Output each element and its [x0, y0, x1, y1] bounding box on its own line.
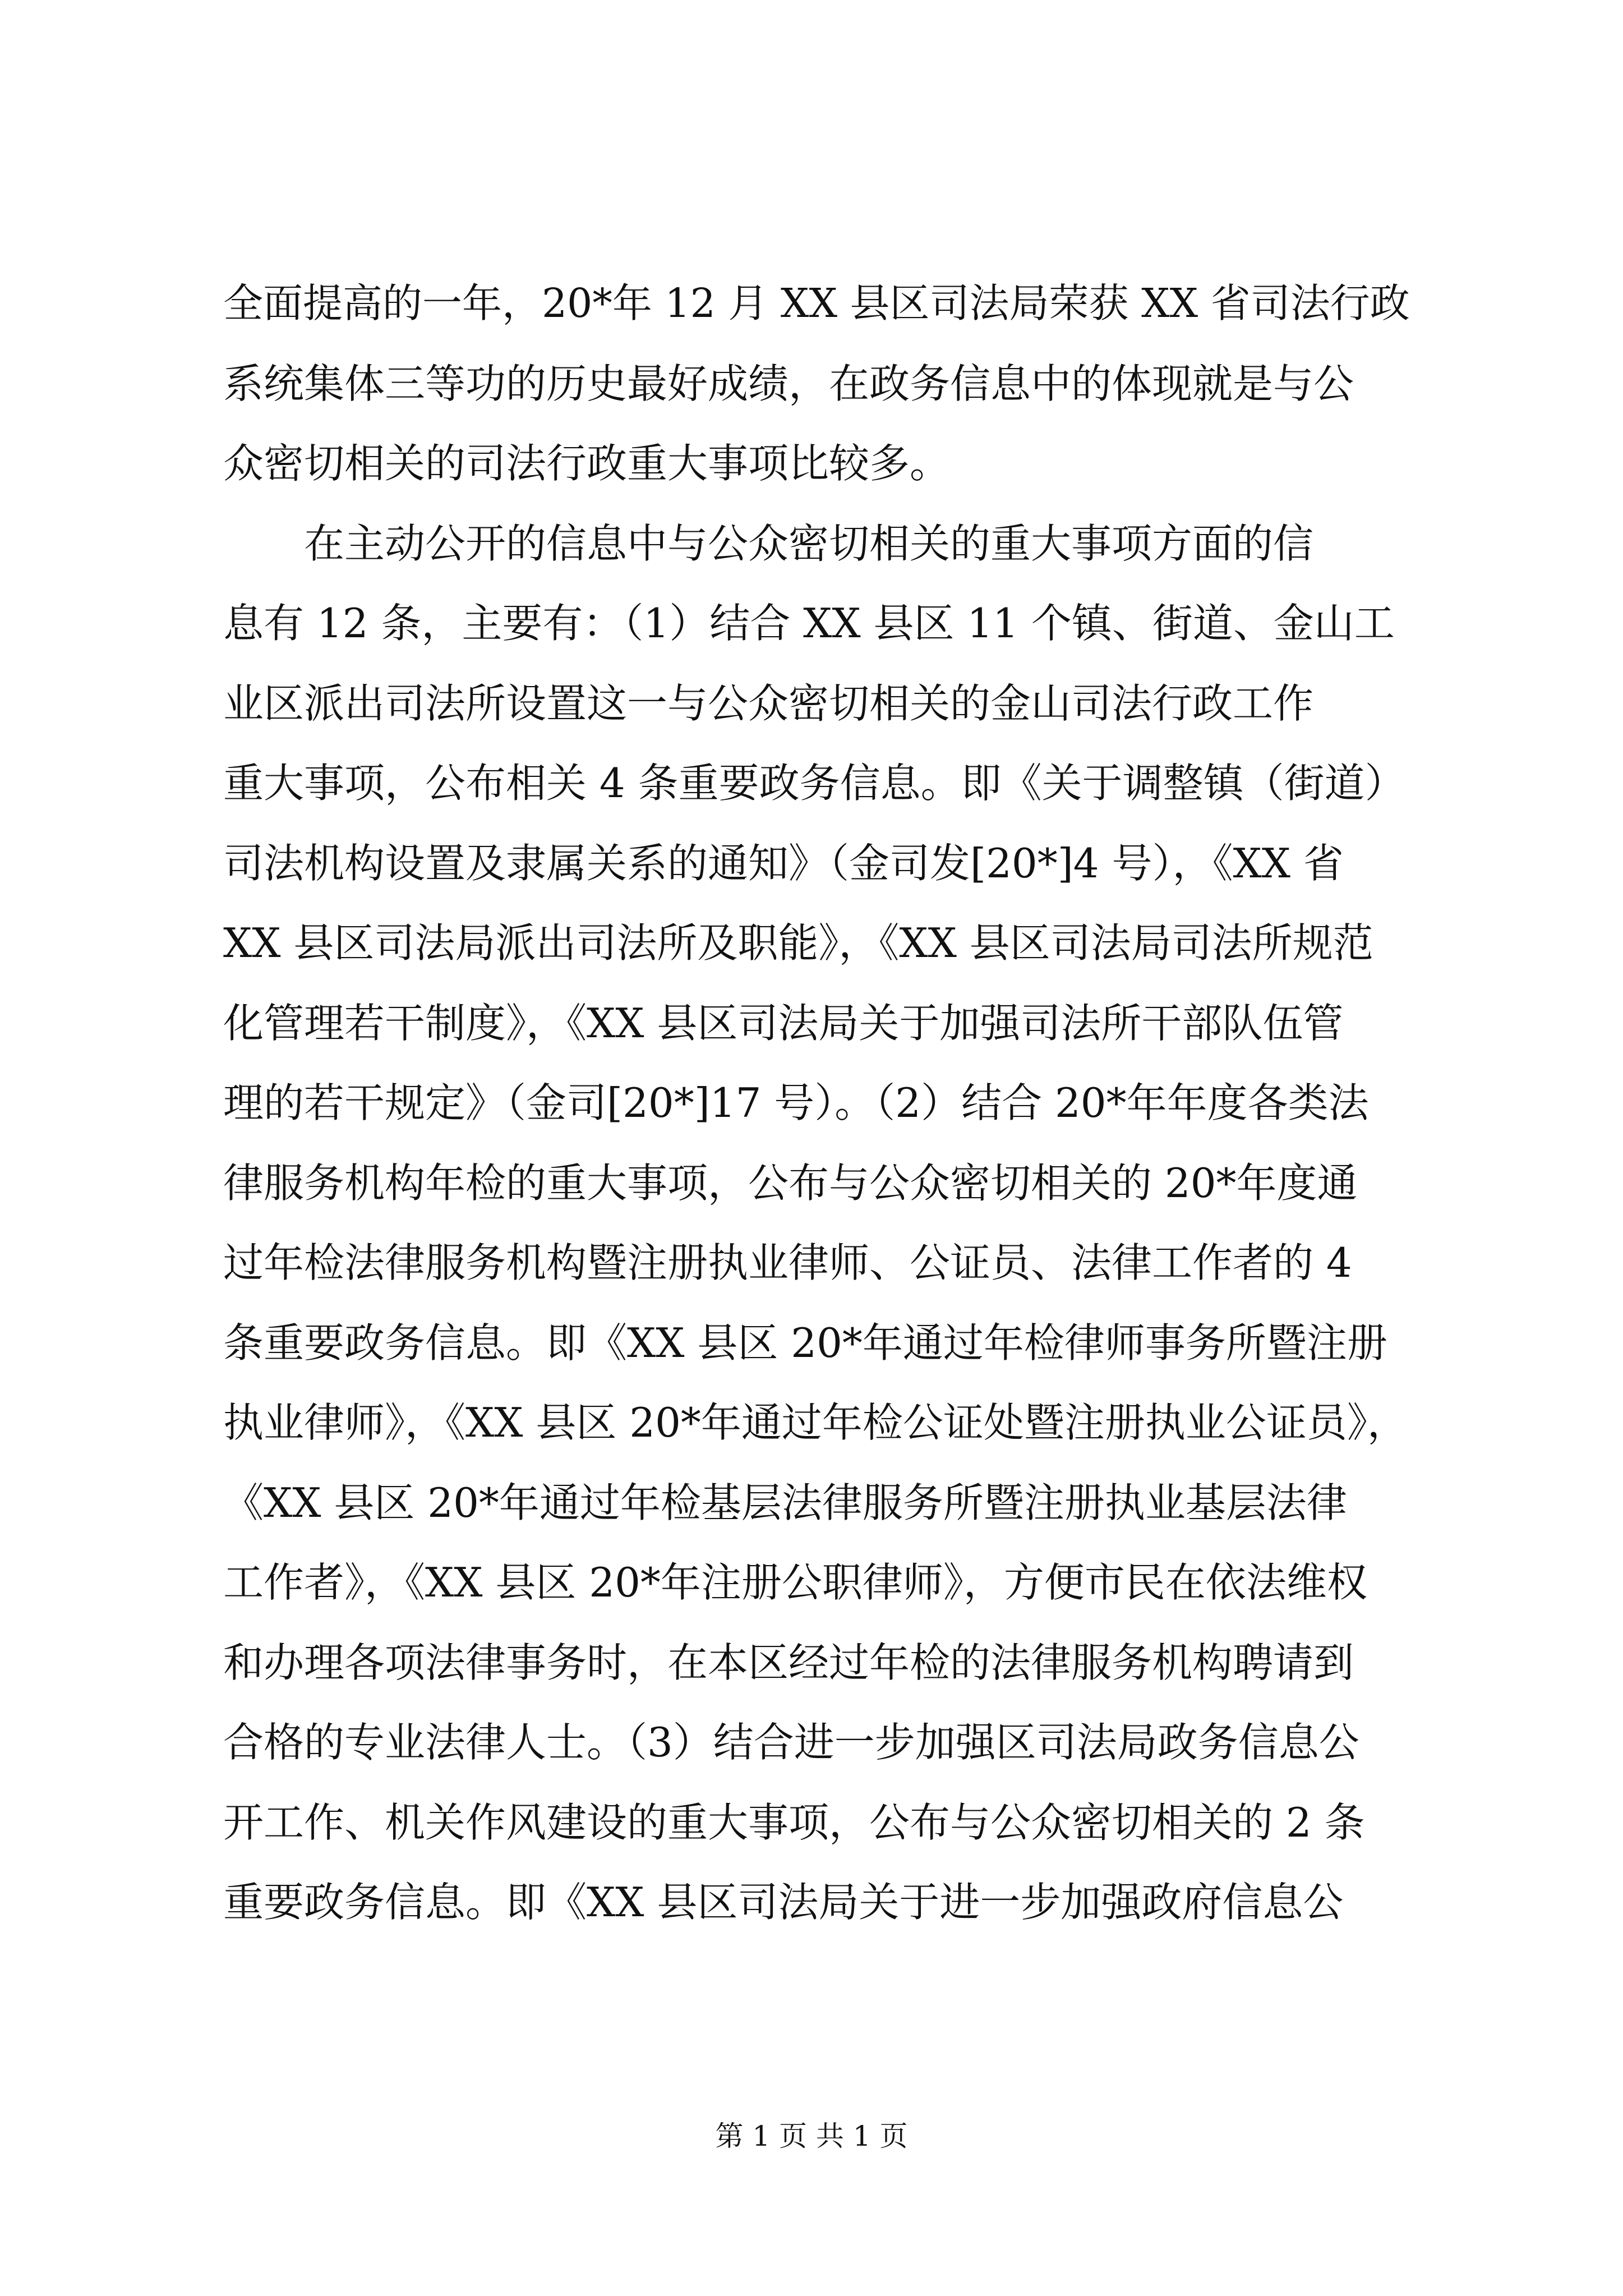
text-line: 律服务机构年检的重大事项，公布与公众密切相关的 20*年度通: [223, 1159, 1358, 1207]
text-line: 司法机构设置及隶属关系的通知》（金司发[20*]4 号），《XX 省: [223, 839, 1344, 887]
text-line: 息有 12 条，主要有：（1）结合 XX 县区 11 个镇、街道、金山工: [223, 600, 1395, 647]
text-line: 《XX 县区 20*年通过年检基层法律服务所暨注册执业基层法律: [223, 1479, 1347, 1526]
text-line: XX 县区司法局派出司法所及职能》，《XX 县区司法局司法所规范: [223, 919, 1373, 967]
page-footer: [0, 2119, 1623, 2153]
text-line: 合格的专业法律人士。（3）结合进一步加强区司法局政务信息公: [223, 1719, 1359, 1766]
text-line: 众密切相关的司法行政重大事项比较多。: [223, 440, 951, 487]
text-line: 理的若干规定》（金司[20*]17 号）。（2）结合 20*年年度各类法: [223, 1079, 1369, 1126]
text-line: 系统集体三等功的历史最好成绩，在政务信息中的体现就是与公: [223, 360, 1354, 407]
text-line: 过年检法律服务机构暨注册执业律师、公证员、法律工作者的 4: [223, 1239, 1352, 1286]
text-line: 重大事项，公布相关 4 条重要政务信息。即《关于调整镇（街道）: [223, 760, 1405, 807]
text-line: 在主动公开的信息中与公众密切相关的重大事项方面的信: [304, 519, 1314, 567]
text-line: 化管理若干制度》，《XX 县区司法局关于加强司法所干部队伍管: [223, 999, 1344, 1047]
text-line: 全面提高的一年，20*年 12 月 XX 县区司法局荣获 XX 省司法行政: [223, 280, 1410, 326]
page-number-label: 第 1 页 共 1 页: [715, 2120, 908, 2152]
document-body: [223, 264, 1418, 1943]
text-line: 开工作、机关作风建设的重大事项，公布与公众密切相关的 2 条: [223, 1798, 1365, 1846]
text-line: 工作者》，《XX 县区 20*年注册公职律师》，方便市民在依法维权: [223, 1559, 1367, 1606]
text-line: 和办理各项法律事务时，在本区经过年检的法律服务机构聘请到: [223, 1639, 1354, 1686]
text-line: 业区派出司法所设置这一与公众密切相关的金山司法行政工作: [223, 679, 1314, 727]
text-line: 条重要政务信息。即《XX 县区 20*年通过年检律师事务所暨注册: [223, 1319, 1387, 1366]
text-line: 重要政务信息。即《XX 县区司法局关于进一步加强政府信息公: [223, 1879, 1344, 1926]
text-line: 执业律师》，《XX 县区 20*年通过年检公证处暨注册执业公证员》，: [223, 1399, 1408, 1446]
